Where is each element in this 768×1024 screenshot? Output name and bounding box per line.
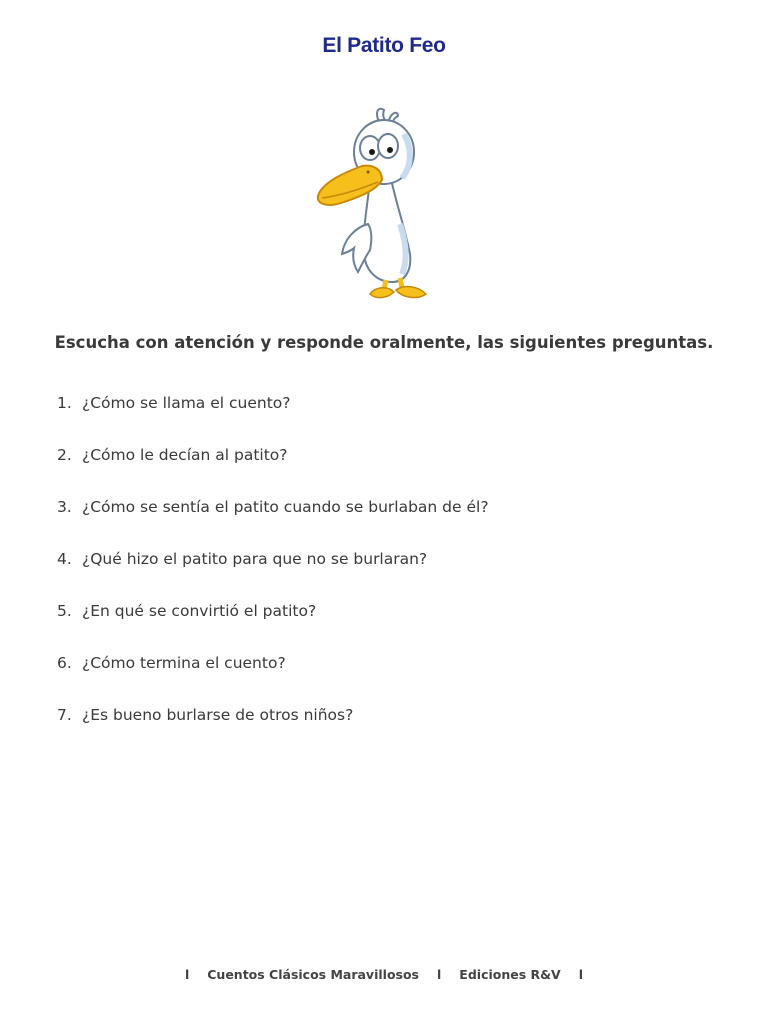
list-item [57,602,489,654]
question-text: ¿En qué se convirtió el patito? [82,602,317,620]
page-title: El Patito Feo [322,34,446,57]
duckling-icon [308,104,458,304]
footer-separator: l [184,967,190,982]
footer-separator: l [437,967,442,982]
list-item [57,550,489,602]
footer-publisher: Ediciones R&V [459,967,561,982]
question-text: ¿Es bueno burlarse de otros niños? [82,706,354,724]
list-item [57,394,489,446]
list-item [57,446,489,498]
question-text: ¿Cómo termina el cuento? [82,654,286,672]
question-number: 4. [57,550,72,568]
question-number: 3. [57,498,72,516]
question-text: ¿Qué hizo el patito para que no se burlaran? [82,550,428,568]
question-number: 6. [57,654,72,672]
question-number: 1. [57,394,72,412]
list-item [57,654,489,706]
question-text: ¿Cómo se sentía el patito cuando se burlaban de él? [82,498,489,516]
instruction-text: Escucha con atención y responde oralmente, las siguientes preguntas. [54,333,714,352]
footer-series: Cuentos Clásicos Maravillosos [207,967,419,982]
page-footer [0,967,768,982]
question-number: 2. [57,446,72,464]
list-item [57,498,489,550]
list-item [57,706,489,758]
question-number: 7. [57,706,72,724]
question-text: ¿Cómo le decían al patito? [82,446,288,464]
question-text: ¿Cómo se llama el cuento? [82,394,291,412]
footer-separator: l [578,967,584,982]
question-list [57,394,489,758]
question-number: 5. [57,602,72,620]
